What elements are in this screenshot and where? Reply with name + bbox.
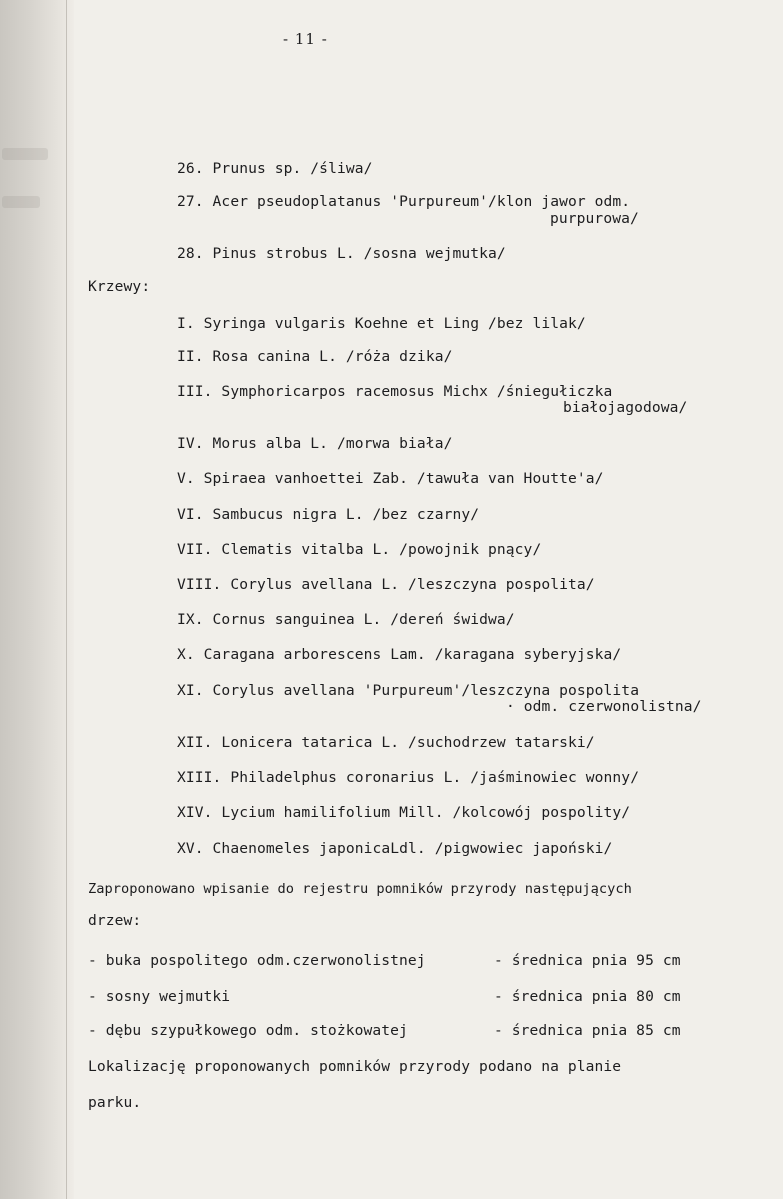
shrub-item-III-continuation: białojagodowa/ xyxy=(563,399,688,416)
binding-edge xyxy=(66,0,67,1199)
monument-item-name: - buka pospolitego odm.czerwonolistnej xyxy=(88,952,426,969)
shrub-item-XI-continuation: · odm. czerwonolistna/ xyxy=(506,698,702,715)
tree-item-27-continuation: purpurowa/ xyxy=(550,210,639,227)
proposal-paragraph-line1: Zaproponowano wpisanie do rejestru pomników przyrody następujących xyxy=(88,881,632,897)
monument-item-diameter: - średnica pnia 95 cm xyxy=(494,952,681,969)
shrub-item-IX: IX. Cornus sanguinea L. /dereń świdwa/ xyxy=(177,611,515,628)
monument-item-diameter: - średnica pnia 85 cm xyxy=(494,1022,681,1039)
shrub-item-XIV: XIV. Lycium hamilifolium Mill. /kolcowój pospolity/ xyxy=(177,804,631,821)
page-number: - 11 - xyxy=(283,30,328,48)
proposal-paragraph-line2: drzew: xyxy=(88,912,142,929)
location-note-line2: parku. xyxy=(88,1094,142,1111)
shrub-item-XV: XV. Chaenomeles japonicaLdl. /pigwowiec japoński/ xyxy=(177,840,613,857)
shrub-item-XII: XII. Lonicera tatarica L. /suchodrzew tatarski/ xyxy=(177,734,595,751)
shrub-item-VII: VII. Clematis vitalba L. /powojnik pnący/ xyxy=(177,541,542,558)
shrub-item-VI: VI. Sambucus nigra L. /bez czarny/ xyxy=(177,506,480,523)
binding-strip xyxy=(0,0,74,1199)
bleed-through-mark xyxy=(2,196,40,208)
tree-item-27: 27. Acer pseudoplatanus 'Purpureum'/klon jawor odm. xyxy=(177,193,631,210)
shrub-item-IV: IV. Morus alba L. /morwa biała/ xyxy=(177,435,453,452)
shrub-item-III: III. Symphoricarpos racemosus Michx /śniegułiczka xyxy=(177,383,613,400)
monument-item-name: - sosny wejmutki xyxy=(88,988,231,1005)
location-note-line1: Lokalizację proponowanych pomników przyrody podano na planie xyxy=(88,1058,622,1075)
shrub-item-XI: XI. Corylus avellana 'Purpureum'/leszczyna pospolita xyxy=(177,682,640,699)
tree-item-28: 28. Pinus strobus L. /sosna wejmutka/ xyxy=(177,245,506,262)
shrub-item-V: V. Spiraea vanhoettei Zab. /tawuła van Houtte'a/ xyxy=(177,470,604,487)
shrub-item-I: I. Syringa vulgaris Koehne et Ling /bez lilak/ xyxy=(177,315,586,332)
shrub-item-VIII: VIII. Corylus avellana L. /leszczyna pospolita/ xyxy=(177,576,595,593)
shrub-item-X: X. Caragana arborescens Lam. /karagana syberyjska/ xyxy=(177,646,622,663)
shrub-item-II: II. Rosa canina L. /róża dzika/ xyxy=(177,348,453,365)
shrub-item-XIII: XIII. Philadelphus coronarius L. /jaśminowiec wonny/ xyxy=(177,769,640,786)
shrubs-heading: Krzewy: xyxy=(88,278,151,295)
monument-item-name: - dębu szypułkowego odm. stożkowatej xyxy=(88,1022,408,1039)
monument-item-diameter: - średnica pnia 80 cm xyxy=(494,988,681,1005)
tree-item-26: 26. Prunus sp. /śliwa/ xyxy=(177,160,373,177)
bleed-through-mark xyxy=(2,148,48,160)
